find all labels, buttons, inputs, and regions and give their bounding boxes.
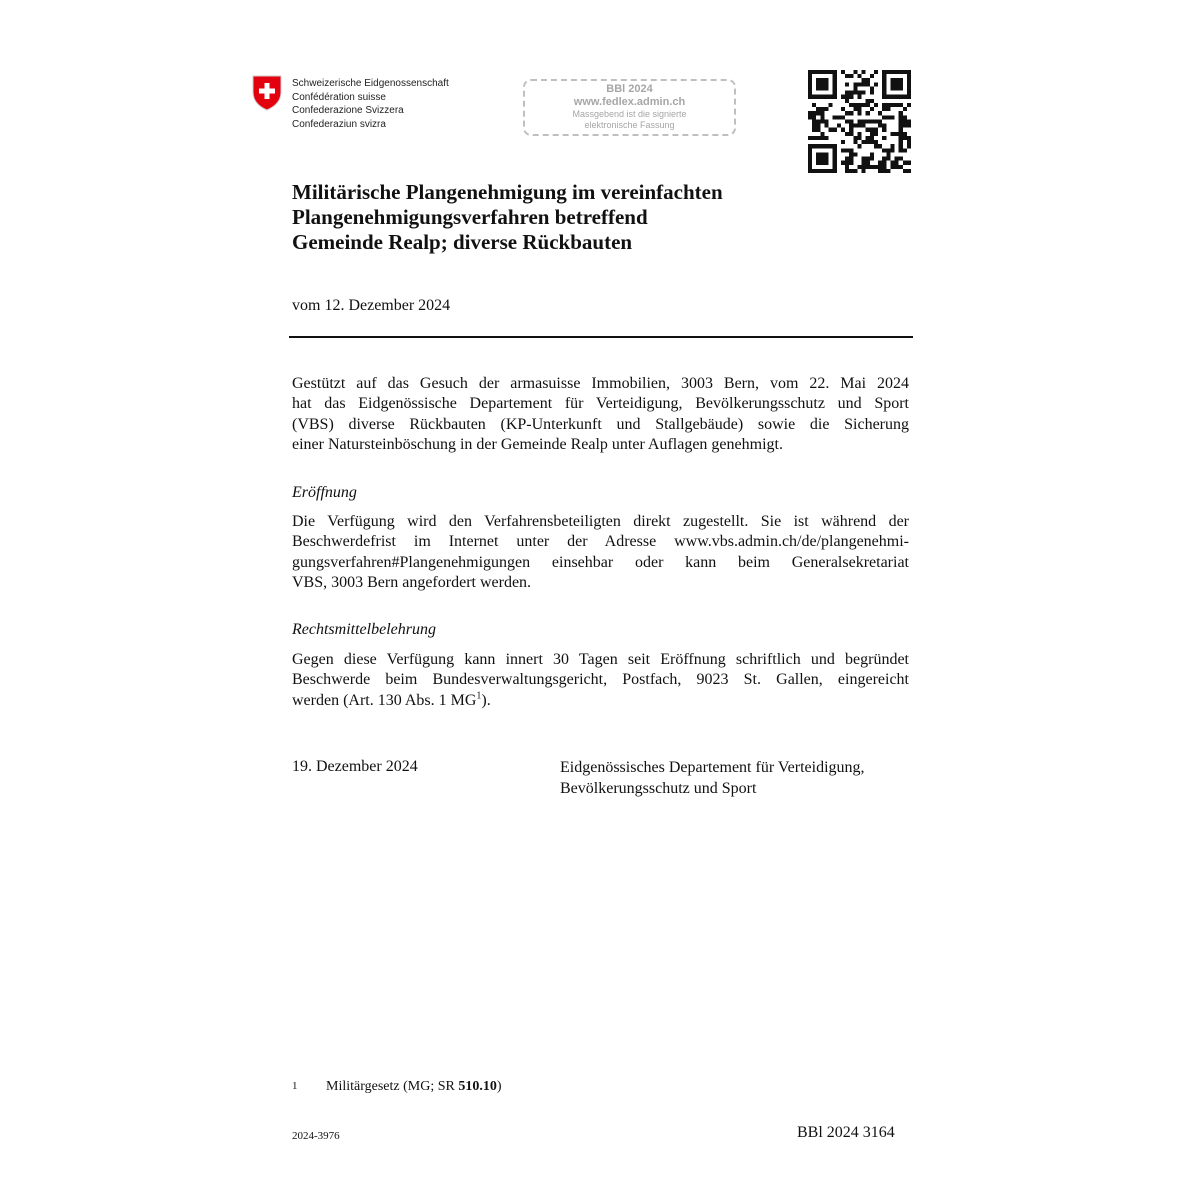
federation-name-de: Schweizerische Eidgenossenschaft: [292, 78, 449, 89]
stamp-line-2: www.fedlex.admin.ch: [573, 96, 686, 108]
document-number: 2024-3976: [292, 1130, 340, 1142]
paragraph-line: [292, 691, 909, 711]
paragraph-line: gungsverfahren#Plangenehmigungen einsehbar oder kann beim Generalsekretariat: [292, 553, 909, 571]
paragraph-line: Beschwerdefrist im Internet unter der Adresse www.vbs.admin.ch/de/plangenehmi-: [292, 533, 909, 551]
intro-paragraph: [292, 374, 909, 455]
decision-date: vom 12. Dezember 2024: [292, 297, 451, 314]
paragraph-line: Die Verfügung wird den Verfahrensbeteiligten direkt zugestellt. Sie ist während der: [292, 513, 909, 530]
federation-name-fr: Confédération suisse: [292, 91, 386, 103]
footnote-number: 1: [292, 1080, 298, 1092]
footnote-ref[interactable]: 1: [476, 690, 482, 702]
opening-paragraph: [292, 512, 909, 593]
title-line: Plangenehmigungsverfahren betreffend: [292, 205, 648, 229]
qr-pattern: [808, 70, 911, 173]
qr-code-icon[interactable]: [808, 70, 911, 173]
swiss-crest-icon: [252, 75, 282, 111]
signature-date: 19. Dezember 2024: [292, 758, 418, 775]
fedlex-stamp: [523, 79, 736, 136]
federation-name-it: Confederazione Svizzera: [292, 105, 404, 116]
bbl-reference: BBl 2024 3164: [797, 1124, 895, 1141]
federation-name-rm: Confederaziun svizra: [292, 118, 386, 130]
divider: [289, 336, 913, 338]
department-line: Eidgenössisches Departement für Verteidigung,: [560, 759, 865, 776]
page-title: [292, 180, 852, 255]
department-line: Bevölkerungsschutz und Sport: [560, 779, 757, 797]
footnote-label: Militärgesetz (MG; SR: [326, 1079, 459, 1094]
paragraph-line: Gestützt auf das Gesuch der armasuisse Immobilien, 3003 Bern, vom 22. Mai 2024: [292, 375, 909, 392]
appeal-paragraph: [292, 650, 909, 711]
appeal-heading: Rechtsmittelbelehrung: [292, 621, 436, 638]
federation-names: [292, 77, 449, 131]
title-line: Gemeinde Realp; diverse Rückbauten: [292, 230, 633, 254]
signature-department: [560, 758, 865, 799]
paragraph-line: einer Natursteinböschung in der Gemeinde Realp unter Auflagen genehmigt.: [292, 435, 783, 453]
appeal-last-text: werden (Art. 130 Abs. 1 MG: [292, 691, 477, 709]
title-line: Militärische Plangenehmigung im vereinfachten: [292, 180, 723, 204]
footnote-close: ): [496, 1079, 502, 1094]
stamp-line-3: Massgebend ist die signierte: [572, 109, 687, 119]
footnote-sr-number[interactable]: 510.10: [458, 1079, 497, 1094]
paragraph-line: Beschwerde beim Bundesverwaltungsgericht, Postfach, 9023 St. Gallen, eingereicht: [292, 671, 909, 689]
paragraph-line: Gegen diese Verfügung kann innert 30 Tagen seit Eröffnung schriftlich und begründet: [292, 651, 909, 668]
stamp-line-1: BBl 2024: [606, 83, 653, 95]
footnote-text: [326, 1079, 502, 1095]
appeal-last-close: ).: [481, 691, 491, 709]
paragraph-line: hat das Eidgenössische Departement für Verteidigung, Bevölkerungsschutz und Sport: [292, 395, 909, 413]
opening-heading: Eröffnung: [292, 484, 357, 501]
stamp-line-4: elektronische Fassung: [584, 120, 675, 130]
paragraph-line: (VBS) diverse Rückbauten (KP-Unterkunft und Stallgebäude) sowie die Sicherung: [292, 415, 909, 433]
paragraph-line: VBS, 3003 Bern angefordert werden.: [292, 573, 532, 591]
